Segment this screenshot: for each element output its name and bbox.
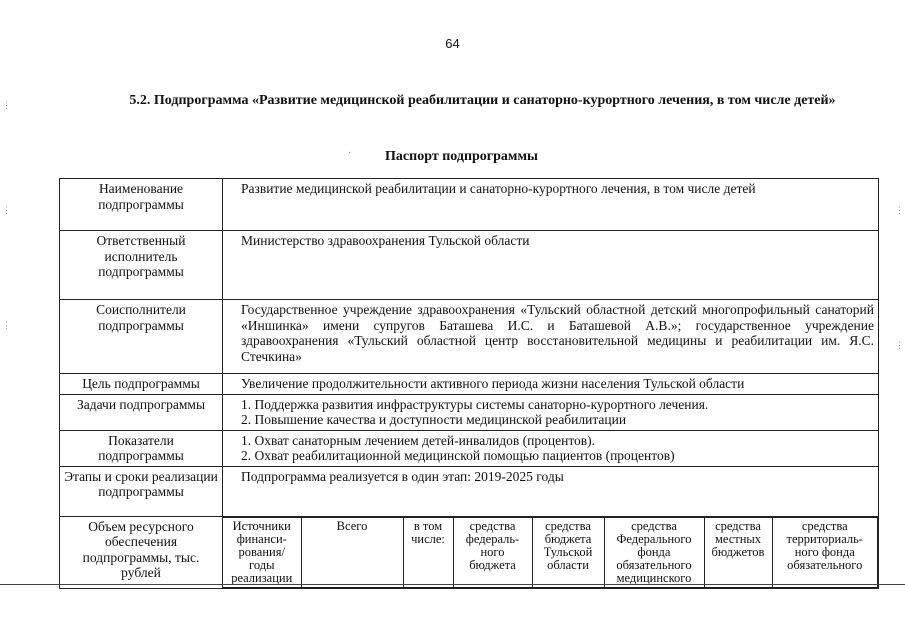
passport-title: Паспорт подпрограммы: [385, 149, 538, 164]
table-row: [60, 430, 879, 466]
passport-table: [59, 178, 879, 589]
scan-edge-mark: ⋮: [895, 340, 905, 350]
section-title: 5.2. Подпрограмма «Развитие медицинской реабилитации и санаторно-курортного лечения, в том числе детей»: [129, 93, 836, 108]
row-value: [223, 394, 879, 430]
list-item: 2. Повышение качества и доступности медицинской реабилитации: [241, 412, 627, 427]
row-value: Государственное учреждение здравоохранения «Тульский областной детский многопрофильный санаторий «Иншинка» имени супругов Баташева И.С. и Баташевой А.В.»; государственное учреждение здравоохранения «Тульский областной центр восстановительной медицины и реабилитации им. Я.С. Стечкина»: [223, 300, 879, 374]
table-row: [60, 374, 879, 395]
table-row: [60, 516, 879, 588]
list-item: 1. Охват санаторным лечением детей-инвалидов (процентов).: [241, 432, 596, 448]
table-row: [60, 300, 879, 374]
row-label: Объем ресурсного обеспечения подпрограммы, тыс. рублей: [60, 516, 223, 588]
column-header: средства федераль-ного бюджета: [453, 517, 532, 587]
page-number: 64: [445, 36, 460, 51]
scan-edge-mark: ⋮: [2, 100, 12, 110]
scan-dot: ·: [348, 148, 352, 159]
scan-edge-mark: ⋮: [895, 205, 905, 215]
row-value: Подпрограмма реализуется в один этап: 2019-2025 годы: [223, 466, 879, 516]
table-row: [60, 231, 879, 300]
row-value: Министерство здравоохранения Тульской области: [223, 231, 879, 300]
list-item: 1. Поддержка развития инфраструктуры системы санаторно-курортного лечения.: [241, 396, 709, 412]
table-row: [60, 179, 879, 231]
table-row: [60, 394, 879, 430]
column-header: средства Федерального фонда обязательного медицинского: [604, 517, 704, 587]
column-header: средства территориаль-ного фонда обязательного: [772, 517, 878, 587]
column-header: средства бюджета Тульской области: [532, 517, 604, 587]
funding-subtable: [223, 517, 878, 588]
row-label: Задачи подпрограммы: [60, 394, 223, 430]
funding-header-row: [223, 517, 878, 587]
scan-bottom-edge: [0, 584, 905, 585]
row-label: Наименование подпрограммы: [60, 179, 223, 231]
list-item: 2. Охват реабилитационной медицинской помощью пациентов (процентов): [241, 448, 675, 463]
scan-edge-mark: ⋮: [2, 205, 12, 215]
row-value: Развитие медицинской реабилитации и санаторно-курортного лечения, в том числе детей: [223, 179, 879, 231]
scan-edge-mark: ⋮: [2, 320, 12, 330]
column-header: Источники финанси-рования/ годы реализации: [223, 517, 301, 587]
row-label: Этапы и сроки реализации подпрограммы: [60, 466, 223, 516]
row-label: Показатели подпрограммы: [60, 430, 223, 466]
row-label: Соисполнители подпрограммы: [60, 300, 223, 374]
funding-cell: [223, 516, 879, 588]
row-value: [223, 430, 879, 466]
column-header: Всего: [301, 517, 403, 587]
column-header: в том числе:: [403, 517, 453, 587]
row-label: Цель подпрограммы: [60, 374, 223, 395]
row-label: Ответственный исполнитель подпрограммы: [60, 231, 223, 300]
row-value: Увеличение продолжительности активного периода жизни населения Тульской области: [223, 374, 879, 395]
table-row: [60, 466, 879, 516]
column-header: средства местных бюджетов: [704, 517, 772, 587]
